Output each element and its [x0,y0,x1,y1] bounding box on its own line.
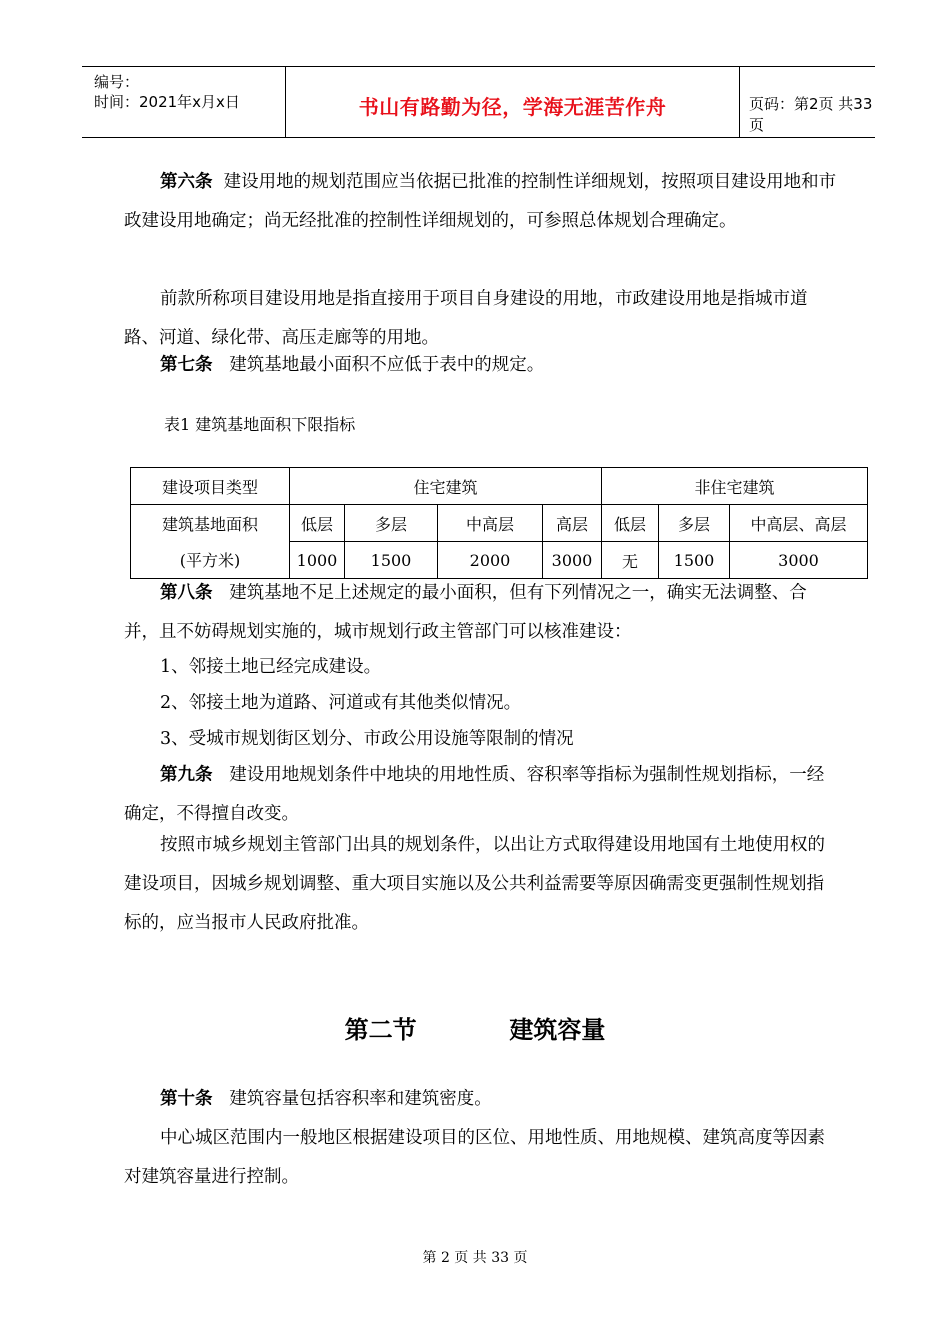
table-header-nonresidential: 非住宅建筑 [602,468,868,505]
article-7-title: 第七条 [160,355,213,375]
table-cell: 1500 [345,542,438,579]
table-cell: 1000 [290,542,345,579]
document-header [82,66,875,138]
table-caption: 表1 建筑基地面积下限指标 [164,415,356,434]
doc-time-label: 时间：2021年x月x日 [94,93,240,111]
table-row-unit: (平方米) [131,542,290,579]
article-10-paragraph-2: 中心城区范围内一般地区根据建设项目的区位、用地性质、用地规模、建筑高度等因素对建筑容量进行控制。 [124,1128,825,1187]
article-8 [124,574,840,652]
table-cell: 1500 [659,542,730,579]
article-9-title: 第九条 [160,765,213,785]
section-title: 建筑容量 [509,1016,606,1044]
header-page-cell [740,67,875,137]
article-8-title: 第八条 [160,583,213,603]
section-number: 第二节 [344,1016,417,1044]
table-cell: 无 [602,542,659,579]
table-cell: 3000 [730,542,868,579]
article-8-text: 建筑基地不足上述规定的最小面积，但有下列情况之一，确实无法调整、合并，且不妨碍规划实施的，城市规划行政主管部门可以核准建设： [124,583,807,642]
article-9 [124,756,840,834]
table-subheader: 中高层 [438,505,543,542]
article-6 [124,163,840,241]
table-header-residential: 住宅建筑 [290,468,602,505]
table-row-label: 建筑基地面积 [131,505,290,542]
table-subheader: 低层 [602,505,659,542]
table-subheader: 多层 [345,505,438,542]
header-page-info: 页码：第2页 共33页 [749,95,873,134]
article-10-title: 第十条 [160,1089,213,1109]
article-7 [124,346,840,385]
article-9-text: 建设用地规划条件中地块的用地性质、容积率等指标为强制性规划指标，一经确定，不得擅自改变。 [124,765,825,824]
header-motto-cell [286,67,740,137]
article-6-paragraph-2: 前款所称项目建设用地是指直接用于项目自身建设的用地，市政建设用地是指城市道路、河道、绿化带、高压走廊等的用地。 [124,289,808,348]
table-subheader: 高层 [543,505,602,542]
site-area-table [130,467,868,579]
article-8-item-3: 3、受城市规划街区划分、市政公用设施等限制的情况 [160,729,574,749]
table-subheader: 多层 [659,505,730,542]
article-10-text: 建筑容量包括容积率和建筑密度。 [229,1089,492,1109]
table-subheader: 低层 [290,505,345,542]
article-8-item-1: 1、邻接土地已经完成建设。 [160,657,382,677]
page-footer: 第 2 页 共 33 页 [422,1250,528,1266]
article-6-text: 建设用地的规划范围应当依据已批准的控制性详细规划，按照项目建设用地和市政建设用地确定；尚无经批准的控制性详细规划的，可参照总体规划合理确定。 [124,172,837,231]
header-motto: 书山有路勤为径，学海无涯苦作舟 [358,95,667,119]
doc-number-label: 编号： [94,73,140,91]
header-meta-cell [82,67,286,137]
article-9-paragraph-2: 按照市城乡规划主管部门出具的规划条件，以出让方式取得建设用地国有土地使用权的建设项目，因城乡规划调整、重大项目实施以及公共利益需要等原因确需变更强制性规划指标的，应当报市人民政府批准。 [124,835,825,933]
table-header-type: 建设项目类型 [131,468,290,505]
article-10 [124,1080,840,1119]
article-6-title: 第六条 [160,172,213,192]
table-cell: 2000 [438,542,543,579]
article-8-item-2: 2、邻接土地为道路、河道或有其他类似情况。 [160,693,522,713]
section-heading [0,1010,950,1045]
article-7-text: 建筑基地最小面积不应低于表中的规定。 [229,355,545,375]
table-subheader: 中高层、高层 [730,505,868,542]
table-cell: 3000 [543,542,602,579]
